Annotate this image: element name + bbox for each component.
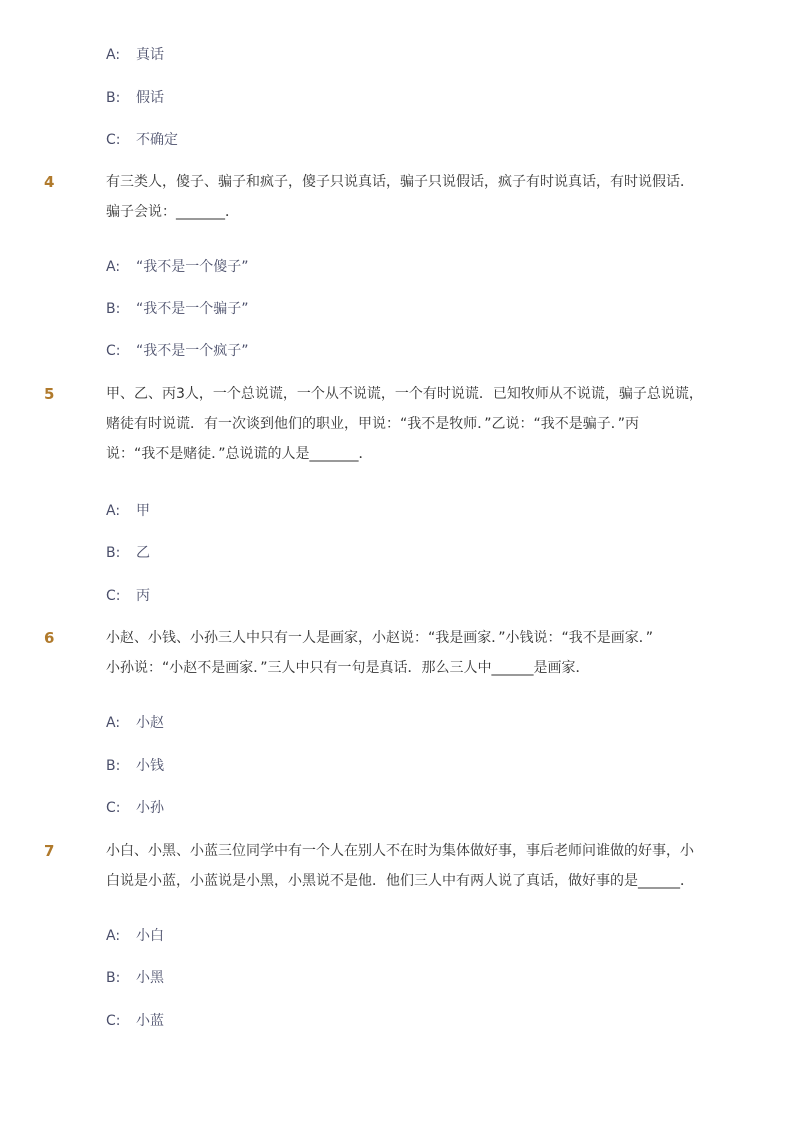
q7-option-b[interactable] [106,968,164,988]
question-line: 骗子会说：_______． [106,204,239,220]
question-text-6 [106,623,714,683]
q6-option-a[interactable] [106,713,164,733]
question-line: 赌徒有时说谎．有一次谈到他们的职业，甲说：“我不是牧师．”乙说：“我不是骗子．”丙 [106,416,640,432]
option-label: A: [106,503,121,519]
option-text: “我不是一个傻子” [136,259,249,275]
question-line: 说：“我不是赌徒．”总说谎的人是_______． [106,446,373,462]
question-text-4 [106,167,714,227]
option-text: “我不是一个骗子” [136,301,249,317]
option-label: A: [106,928,121,944]
q5-option-c[interactable] [106,586,150,606]
question-line: 小赵、小钱、小孙三人中只有一人是画家，小赵说：“我是画家．”小钱说：“我不是画家．” [106,630,654,646]
option-text: 小赵 [136,715,164,731]
question-line: 白说是小蓝，小蓝说是小黑，小黑说不是他．他们三人中有两人说了真话，做好事的是______． [106,873,694,889]
option-label: C: [106,1013,121,1029]
option-text: 不确定 [136,132,178,148]
question-line: 小白、小黑、小蓝三位同学中有一个人在别人不在时为集体做好事，事后老师问谁做的好事，小 [106,843,694,859]
option-label: B: [106,90,121,106]
option-text: 小蓝 [136,1013,164,1029]
option-text: 小钱 [136,758,164,774]
option-label: C: [106,588,121,604]
q6-option-b[interactable] [106,756,164,776]
option-text: 小黑 [136,970,164,986]
option-label: A: [106,259,121,275]
option-label: B: [106,301,121,317]
option-text: 乙 [136,545,150,561]
option-label: C: [106,132,121,148]
option-label: C: [106,800,121,816]
option-text: 甲 [136,503,150,519]
question-number-4: 4 [44,173,55,191]
option-label: C: [106,343,121,359]
option-label: A: [106,715,121,731]
question-number-5: 5 [44,385,55,403]
q6-option-c[interactable] [106,798,164,818]
option-text: 小白 [136,928,164,944]
q4-option-a[interactable] [106,257,249,277]
question-number-6: 6 [44,629,55,647]
option-label: B: [106,545,121,561]
option-text: 丙 [136,588,150,604]
q4-option-c[interactable] [106,341,249,361]
question-line: 小孙说：“小赵不是画家．”三人中只有一句是真话．那么三人中______是画家． [106,660,590,676]
option-text: 真话 [136,47,164,63]
option-text: 假话 [136,90,164,106]
q7-option-a[interactable] [106,926,164,946]
option-text: “我不是一个疯子” [136,343,249,359]
q5-option-b[interactable] [106,543,150,563]
question-text-5 [106,379,714,469]
option-label: A: [106,47,121,63]
option-label: B: [106,970,121,986]
option-label: B: [106,758,121,774]
q7-option-c[interactable] [106,1011,164,1031]
question-number-7: 7 [44,842,55,860]
q5-option-a[interactable] [106,501,150,521]
prev-option-c[interactable] [106,130,178,150]
question-line: 甲、乙、丙3人，一个总说谎，一个从不说谎，一个有时说谎．已知牧师从不说谎，骗子总说谎， [106,386,703,402]
prev-option-b[interactable] [106,88,164,108]
q4-option-b[interactable] [106,299,249,319]
question-text-7 [106,836,714,896]
prev-option-a[interactable] [106,45,164,65]
question-line: 有三类人，傻子、骗子和疯子，傻子只说真话，骗子只说假话，疯子有时说真话，有时说假话． [106,174,694,190]
option-text: 小孙 [136,800,164,816]
